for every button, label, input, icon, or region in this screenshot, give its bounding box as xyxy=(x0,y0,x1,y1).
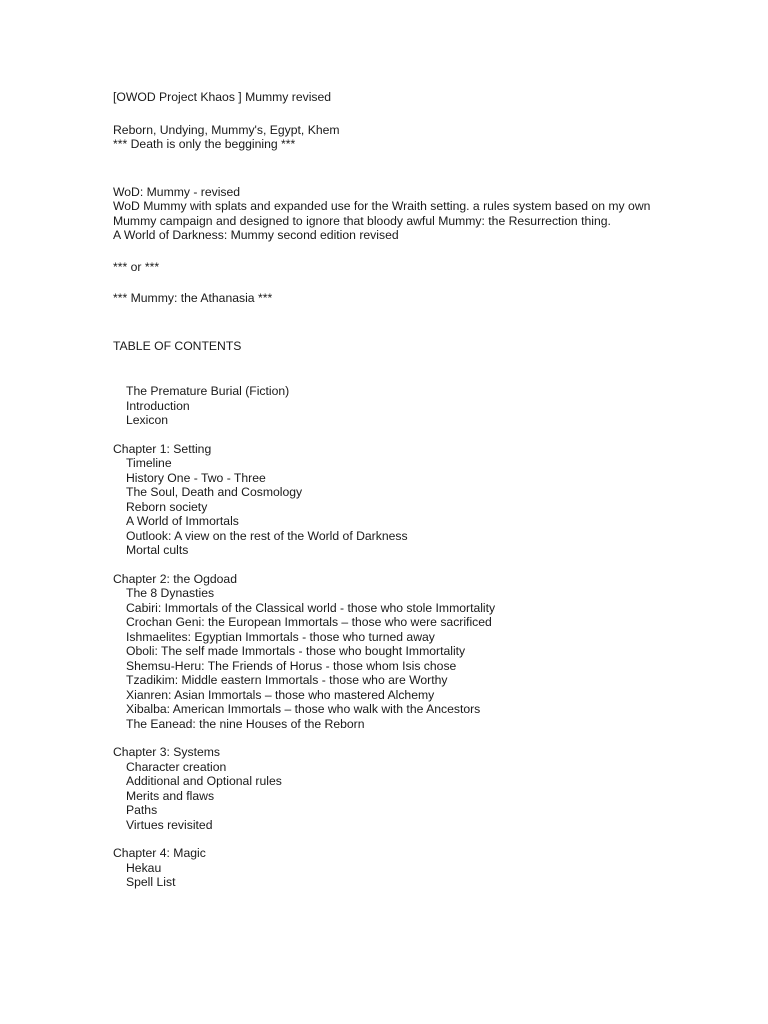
toc-item: Cabiri: Immortals of the Classical world - those who stole Immortality xyxy=(126,600,496,615)
keywords-line: Reborn, Undying, Mummy's, Egypt, Khem xyxy=(113,122,340,137)
spacer xyxy=(113,558,673,572)
toc-item: Oboli: The self made Immortals - those who bought Immortality xyxy=(126,644,466,658)
toc-item: The 8 Dynasties xyxy=(126,586,215,600)
toc-item: Tzadikim: Middle eastern Immortals - those who are Worthy xyxy=(126,673,448,687)
edition-line: A World of Darkness: Mummy second edition revised xyxy=(113,228,399,242)
spacer xyxy=(113,105,673,123)
spacer xyxy=(113,243,673,260)
toc-heading: TABLE OF CONTENTS xyxy=(113,338,242,353)
spacer xyxy=(113,832,673,846)
spacer xyxy=(113,353,673,384)
toc-chapter xyxy=(113,442,673,558)
toc-chapter xyxy=(113,745,673,832)
spacer xyxy=(113,731,673,745)
toc-item: Character creation xyxy=(126,759,227,774)
intro-description: WoD Mummy with splats and expanded use for the Wraith setting. a rules system based on my own Mummy campaign and designed to ignore that bloody awful Mummy: the Resurrection thing. xyxy=(113,199,651,228)
chapter-title: Chapter 3: Systems xyxy=(113,745,221,759)
toc-item: Ishmaelites: Egyptian Immortals - those who turned away xyxy=(126,629,435,644)
chapter-title: Chapter 1: Setting xyxy=(113,441,212,456)
toc-item: Hekau xyxy=(126,860,162,875)
spacer xyxy=(113,428,673,442)
toc-item: Reborn society xyxy=(126,499,208,514)
toc-item: Additional and Optional rules xyxy=(126,774,282,788)
spacer xyxy=(113,274,673,291)
spacer xyxy=(113,306,673,339)
toc-item: Xianren: Asian Immortals – those who mastered Alchemy xyxy=(126,687,435,702)
motto-line: *** Death is only the beggining *** xyxy=(113,137,296,151)
toc-item: The Premature Burial (Fiction) xyxy=(126,384,290,398)
alt-title-line: *** Mummy: the Athanasia *** xyxy=(113,291,273,305)
toc-item: Lexicon xyxy=(126,413,169,427)
toc-chapter xyxy=(113,572,673,732)
chapter-title: Chapter 2: the Ogdoad xyxy=(113,571,237,586)
toc-front-matter xyxy=(113,384,673,428)
intro-heading: WoD: Mummy - revised xyxy=(113,184,241,199)
toc-item: Introduction xyxy=(126,398,190,413)
toc-item: Spell List xyxy=(126,875,176,889)
spacer xyxy=(113,152,673,185)
toc-item: The Eanead: the nine Houses of the Reborn xyxy=(126,716,365,731)
toc-item: History One - Two - Three xyxy=(126,470,266,485)
toc-item: Outlook: A view on the rest of the World of Darkness xyxy=(126,528,408,543)
toc-item: Xibalba: American Immortals – those who walk with the Ancestors xyxy=(126,702,481,716)
toc-item: A World of Immortals xyxy=(126,514,239,528)
document-page xyxy=(113,90,673,890)
toc-item: Crochan Geni: the European Immortals – those who were sacrificed xyxy=(126,615,492,629)
toc-item: Paths xyxy=(126,803,158,817)
chapter-title: Chapter 4: Magic xyxy=(113,846,206,860)
toc-item: Shemsu-Heru: The Friends of Horus - those whom Isis chose xyxy=(126,658,457,673)
toc-chapter xyxy=(113,846,673,890)
toc-item: Merits and flaws xyxy=(126,788,215,803)
document-title: [OWOD Project Khaos ] Mummy revised xyxy=(113,90,332,104)
toc-item: The Soul, Death and Cosmology xyxy=(126,485,303,499)
toc-item: Timeline xyxy=(126,456,172,470)
toc-item: Virtues revisited xyxy=(126,817,213,832)
or-line: *** or *** xyxy=(113,259,160,274)
toc-item: Mortal cults xyxy=(126,543,189,557)
